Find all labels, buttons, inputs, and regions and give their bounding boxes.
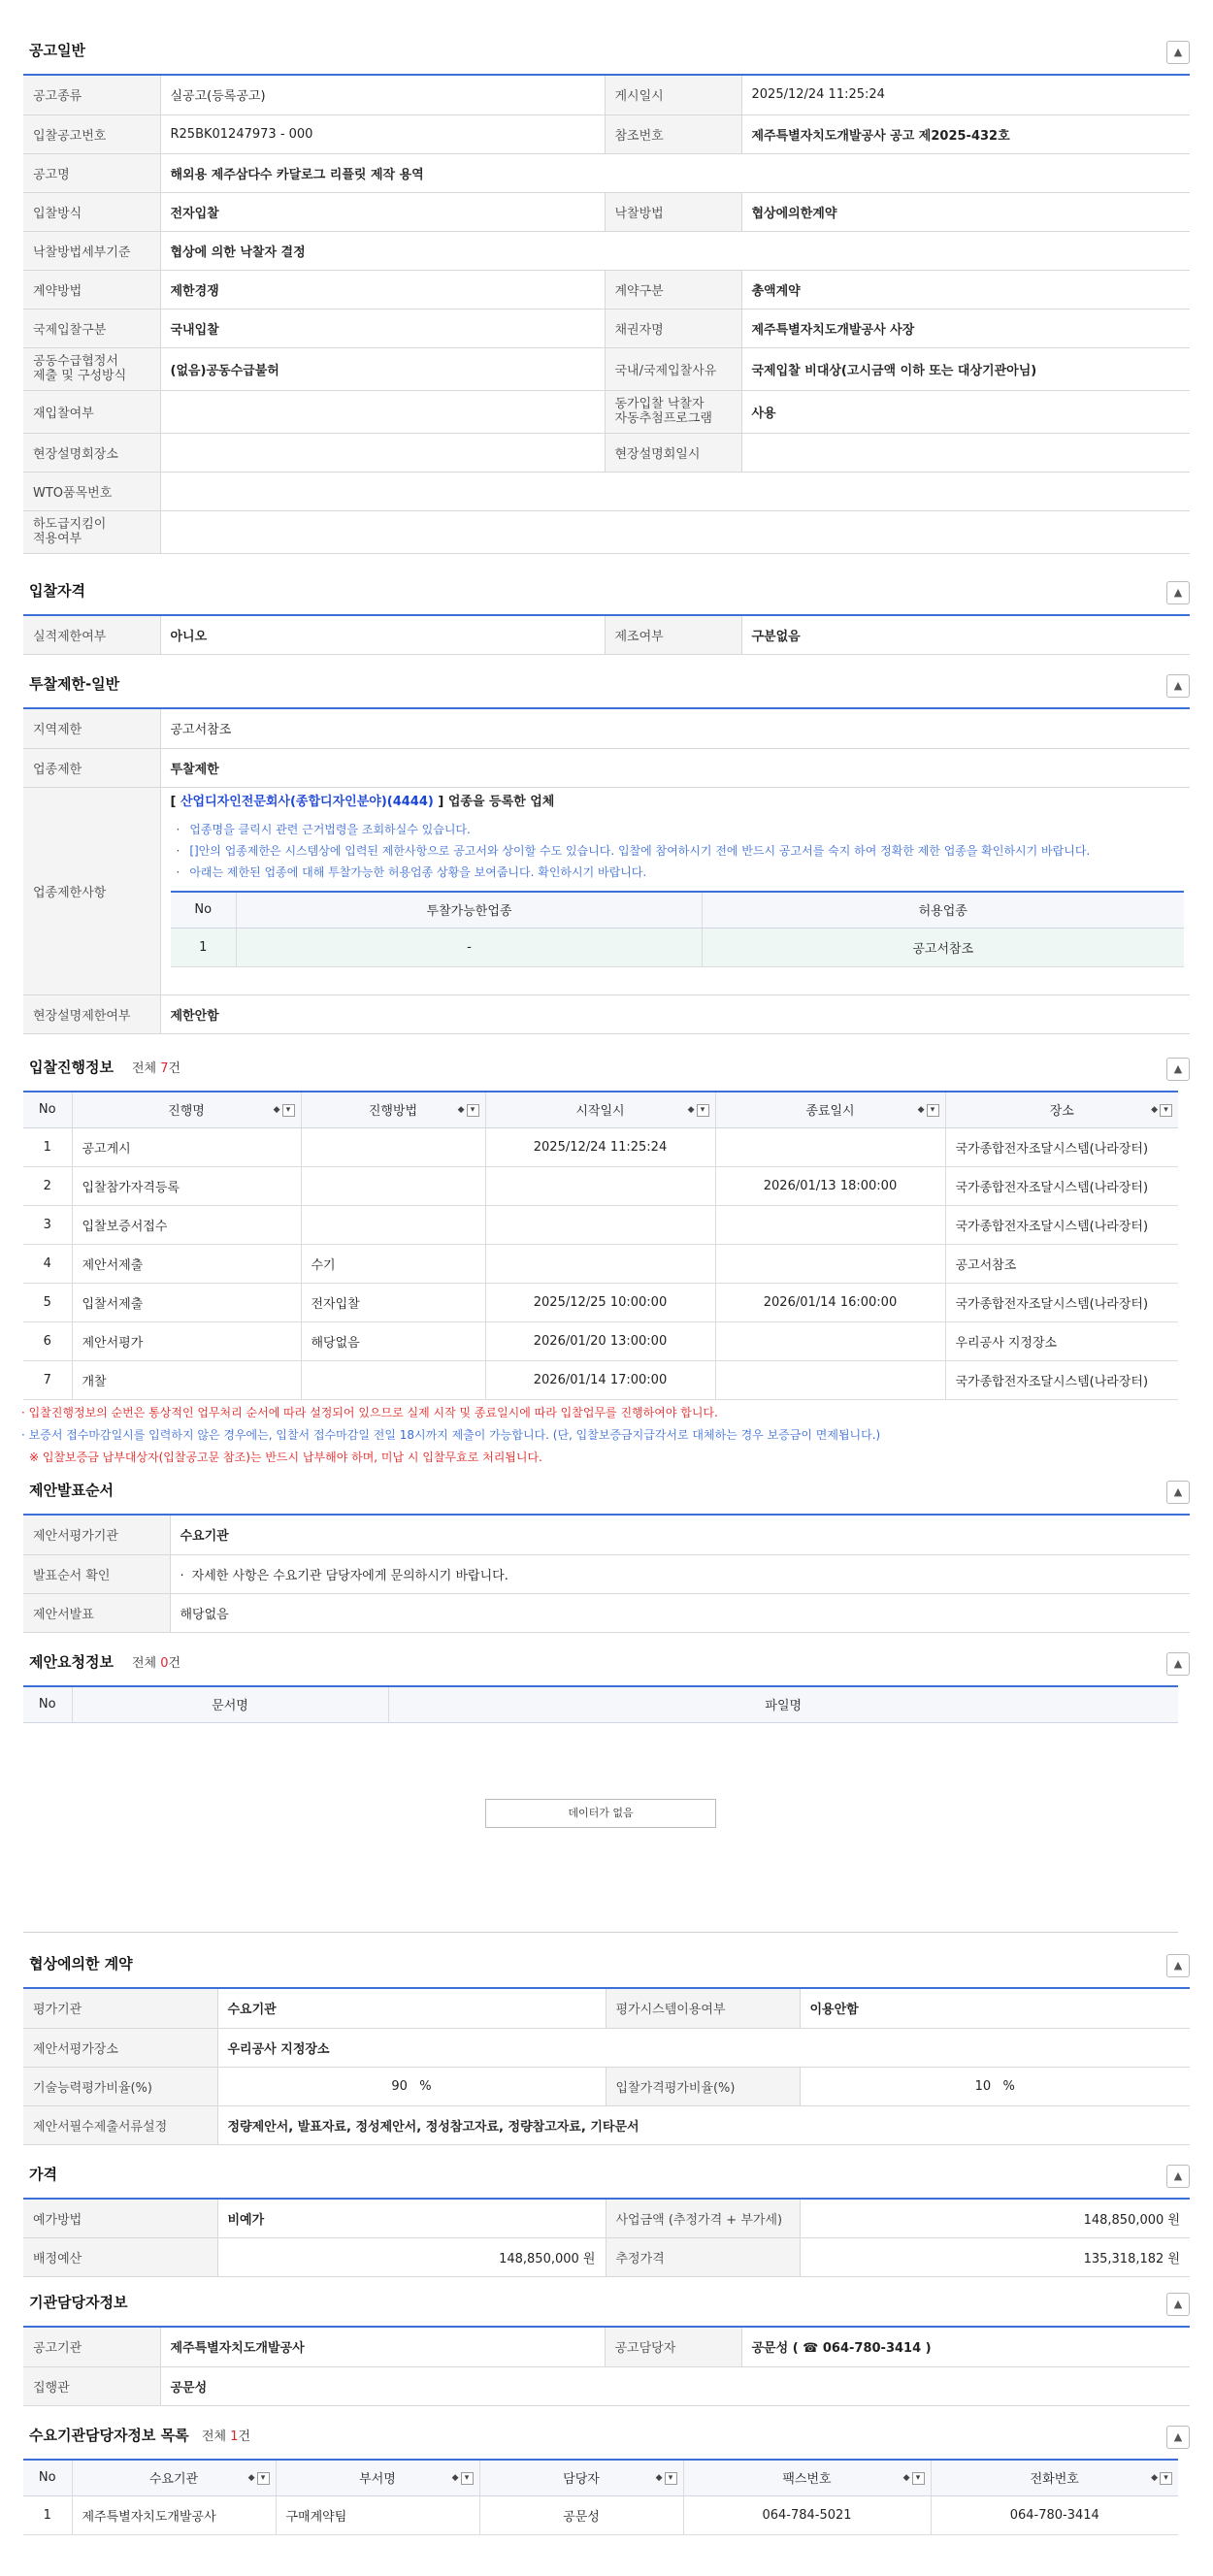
cell: 064-780-3414 — [931, 2496, 1178, 2535]
col-header[interactable] — [72, 1092, 301, 1128]
chevron-up-icon[interactable]: ▲ — [1166, 2426, 1190, 2449]
chevron-up-icon[interactable]: ▲ — [1166, 2293, 1190, 2316]
label: 제안서발표 — [23, 1593, 170, 1632]
label: 공고종류 — [23, 76, 160, 114]
section-title: 협상에의한 계약 — [29, 1955, 133, 1973]
value: 협상에 의한 낙찰자 결정 — [160, 231, 1190, 270]
sort-icon[interactable]: ◆ ▾ — [274, 1104, 295, 1117]
col-header: 투찰가능한업종 — [237, 892, 703, 929]
count-suffix: 건 — [238, 2429, 251, 2444]
label: 계약방법 — [23, 270, 160, 309]
value: 제주특별자치도개발공사 — [160, 2328, 605, 2366]
table-row — [23, 1361, 1178, 1400]
qualification-table — [23, 616, 1190, 656]
value-unit: % — [419, 2078, 432, 2094]
section-title: 제안요청정보 — [29, 1652, 114, 1671]
sort-icon[interactable]: ◆ ▾ — [688, 1104, 709, 1117]
col-header[interactable] — [683, 2460, 931, 2496]
cell: 제주특별자치도개발공사 — [72, 2496, 276, 2535]
section-request-docs-header — [23, 1633, 1190, 1685]
label: 채권자명 — [605, 309, 741, 347]
value — [160, 510, 1190, 553]
section-restriction-header — [23, 655, 1190, 709]
col-header: No — [171, 892, 237, 929]
count-prefix: 전체 — [132, 1655, 161, 1671]
section-title: 가격 — [29, 2165, 57, 2183]
cell: 2026/01/14 17:00:00 — [485, 1361, 715, 1400]
col-header[interactable] — [72, 2460, 276, 2496]
label: 국제입찰구분 — [23, 309, 160, 347]
section-title: 제안발표순서 — [29, 1482, 114, 1499]
label: 현장설명제한여부 — [23, 995, 160, 1033]
label: 게시일시 — [605, 76, 741, 114]
section-title: 공고일반 — [29, 42, 85, 59]
bullet: · — [180, 1568, 184, 1583]
note-red: · 입찰진행정보의 순번은 통상적인 업무처리 순서에 따라 설정되어 있으므로 실제 시작 및 종료일시에 따라 입찰업무를 진행하여야 합니다. — [21, 1406, 718, 1419]
table-row — [23, 1284, 1178, 1322]
label: 공고명 — [23, 153, 160, 192]
sort-icon[interactable]: ◆ ▾ — [1151, 1104, 1172, 1117]
section-demand-contacts-header — [23, 2406, 1190, 2459]
cell: 2025/12/25 10:00:00 — [485, 1284, 715, 1322]
table-row — [23, 1206, 1178, 1245]
col-header[interactable] — [301, 1092, 485, 1128]
note: · 업종명을 클릭시 관련 근거법령을 조회하실수 있습니다. — [177, 819, 1181, 840]
cell — [485, 1167, 715, 1206]
value — [160, 472, 1190, 510]
col-header[interactable] — [276, 2460, 479, 2496]
presentation-table — [23, 1516, 1190, 1633]
col-header-label: 담당자 — [563, 2472, 600, 2488]
col-header[interactable] — [479, 2460, 683, 2496]
col-header: No — [23, 1686, 72, 1723]
cell — [715, 1206, 945, 1245]
sort-icon[interactable]: ◆ ▾ — [452, 2472, 474, 2485]
cell — [715, 1361, 945, 1400]
col-header[interactable] — [715, 1092, 945, 1128]
col-header-label: 장소 — [1049, 1104, 1074, 1120]
value: 국내입찰 — [160, 309, 605, 347]
col-header-label: 전화번호 — [1030, 2472, 1079, 2488]
cell: 2026/01/20 13:00:00 — [485, 1322, 715, 1361]
value: 해외용 제주삼다수 카달로그 리플릿 제작 용역 — [160, 153, 1190, 192]
restriction-line — [171, 794, 1181, 811]
total-count — [202, 2426, 250, 2444]
label: 입찰방식 — [23, 192, 160, 231]
value: 148,850,000 원 — [800, 2200, 1190, 2238]
chevron-up-icon[interactable]: ▲ — [1166, 1954, 1190, 1977]
cell: 해당없음 — [301, 1322, 485, 1361]
general-table — [23, 76, 1190, 554]
section-presentation-header — [23, 1469, 1190, 1516]
value: 148,850,000 원 — [217, 2238, 606, 2277]
col-header[interactable] — [931, 2460, 1178, 2496]
cell: 제안서평가 — [72, 1322, 301, 1361]
value: 비예가 — [217, 2200, 606, 2238]
cell — [715, 1245, 945, 1284]
value — [800, 2067, 1190, 2105]
cell: 064-784-5021 — [683, 2496, 931, 2535]
col-header-label: 시작일시 — [575, 1104, 625, 1120]
table-row — [23, 1245, 1178, 1284]
count-suffix: 건 — [168, 1060, 181, 1076]
sort-icon[interactable]: ◆ ▾ — [656, 2472, 677, 2485]
cell: 입찰보증서접수 — [72, 1206, 301, 1245]
label: 계약구분 — [605, 270, 741, 309]
count-prefix: 전체 — [202, 2429, 231, 2444]
cell: 5 — [23, 1284, 72, 1322]
cell — [301, 1167, 485, 1206]
label — [605, 390, 741, 433]
value: 투찰제한 — [160, 748, 1190, 787]
col-header[interactable] — [945, 1092, 1178, 1128]
label: 참조번호 — [605, 114, 741, 153]
demand-contacts-table — [23, 2459, 1178, 2536]
col-header: 파일명 — [388, 1686, 1178, 1723]
count-number: 1 — [230, 2429, 239, 2444]
label: 제안서평가장소 — [23, 2028, 217, 2067]
section-title: 입찰자격 — [29, 581, 85, 600]
value: R25BK01247973 - 000 — [160, 114, 605, 153]
label: 지역제한 — [23, 709, 160, 748]
label: 발표순서 확인 — [23, 1554, 170, 1593]
cell — [485, 1245, 715, 1284]
value: 아니오 — [160, 616, 605, 655]
value — [741, 433, 1190, 472]
label: 업종제한 — [23, 748, 160, 787]
label: 기술능력평가비율(%) — [23, 2067, 217, 2105]
value: 공문성 ( ☎ 064-780-3414 ) — [741, 2328, 1190, 2366]
chevron-up-icon[interactable]: ▲ — [1166, 1058, 1190, 1081]
label: 입찰가격평가비율(%) — [606, 2067, 800, 2105]
value: 제주특별자치도개발공사 공고 제2025-432호 — [741, 114, 1190, 153]
value-unit: % — [1002, 2078, 1015, 2094]
cell — [301, 1361, 485, 1400]
cell: 공고게시 — [72, 1128, 301, 1167]
cell — [301, 1206, 485, 1245]
cell: 국가종합전자조달시스템(나라장터) — [945, 1361, 1178, 1400]
chevron-up-icon[interactable]: ▲ — [1166, 674, 1190, 698]
col-header-label: 팩스번호 — [782, 2472, 832, 2488]
cell: 국가종합전자조달시스템(나라장터) — [945, 1284, 1178, 1322]
note: · 아래는 제한된 업종에 대해 투찰가능한 허용업종 상황을 보여줍니다. 확인하시기 바랍니다. — [177, 862, 1181, 883]
value: 공고서참조 — [160, 709, 1190, 748]
notes-list — [177, 819, 1181, 883]
label-line: 공동수급협정서 — [33, 354, 118, 369]
count-number: 0 — [160, 1655, 169, 1671]
value: 실공고(등록공고) — [160, 76, 605, 114]
col-header[interactable] — [485, 1092, 715, 1128]
section-progress-header — [23, 1034, 1190, 1091]
progress-table — [23, 1091, 1178, 1401]
label — [23, 347, 160, 390]
value: 국제입찰 비대상(고시금액 이하 또는 대상기관아님) — [741, 347, 1190, 390]
count-suffix: 건 — [168, 1655, 181, 1671]
value: 협상에의한계약 — [741, 192, 1190, 231]
section-title: 기관담당자정보 — [29, 2294, 128, 2311]
cell: 2026/01/14 16:00:00 — [715, 1284, 945, 1322]
label: 예가방법 — [23, 2200, 217, 2238]
count-prefix: 전체 — [132, 1060, 161, 1076]
section-title: 투찰제한-일반 — [29, 675, 120, 693]
cell: 입찰참가자격등록 — [72, 1167, 301, 1206]
section-title: 입찰진행정보 — [29, 1058, 114, 1076]
col-header-label: 종료일시 — [805, 1104, 855, 1120]
section-general-header — [23, 0, 1190, 76]
cell — [715, 1128, 945, 1167]
cell: 공문성 — [479, 2496, 683, 2535]
label-line: 제출 및 구성방식 — [33, 369, 127, 383]
label: 집행관 — [23, 2366, 160, 2405]
price-table — [23, 2200, 1190, 2278]
value: 공문성 — [160, 2366, 1190, 2405]
label: 현장설명회일시 — [605, 433, 741, 472]
label: 재입찰여부 — [23, 390, 160, 433]
value: 우리공사 지정장소 — [217, 2028, 1190, 2067]
sort-icon[interactable]: ◆ ▾ — [248, 2472, 270, 2485]
cell — [485, 1206, 715, 1245]
value: 제한경쟁 — [160, 270, 605, 309]
label: 낙찰방법 — [605, 192, 741, 231]
label: 추정가격 — [606, 2238, 800, 2277]
col-header: 허용업종 — [703, 892, 1184, 929]
value: 제주특별자치도개발공사 사장 — [741, 309, 1190, 347]
col-header: 문서명 — [72, 1686, 388, 1723]
label: 제안서필수제출서류설정 — [23, 2105, 217, 2144]
industry-link[interactable]: 산업디자인전문회사(종합디자인분야)(4444) — [180, 794, 434, 809]
no-data-indicator: 데이터가 없음 — [485, 1799, 716, 1828]
value-number: 10 — [974, 2078, 992, 2094]
cell: 6 — [23, 1322, 72, 1361]
cell: 구매계약팀 — [276, 2496, 479, 2535]
suffix: ] 업종을 등록한 업체 — [433, 794, 555, 809]
label-line: 동가입찰 낙찰자 — [614, 397, 705, 411]
value-text: 자세한 사항은 수요기관 담당자에게 문의하시기 바랍니다. — [191, 1568, 508, 1583]
label: 국내/국제입찰사유 — [605, 347, 741, 390]
cell — [301, 1128, 485, 1167]
request-docs-table — [23, 1685, 1178, 1724]
value — [160, 390, 605, 433]
table-row — [23, 1167, 1178, 1206]
label: 현장설명회장소 — [23, 433, 160, 472]
cell: 국가종합전자조달시스템(나라장터) — [945, 1206, 1178, 1245]
restriction-detail — [160, 787, 1190, 995]
cell: 공고서참조 — [703, 929, 1184, 967]
section-negotiation-header — [23, 1933, 1190, 1989]
label: 제조여부 — [605, 616, 741, 655]
allowed-industry-table — [171, 891, 1184, 968]
total-count — [132, 1652, 180, 1671]
label: 평가시스템이용여부 — [606, 1989, 800, 2028]
table-row — [23, 1322, 1178, 1361]
col-header: No — [23, 1092, 72, 1128]
chevron-up-icon[interactable]: ▲ — [1166, 581, 1190, 604]
cell: 수기 — [301, 1245, 485, 1284]
value-number: 90 — [391, 2078, 408, 2094]
cell: 우리공사 지정장소 — [945, 1322, 1178, 1361]
cell — [715, 1322, 945, 1361]
cell: 1 — [23, 2496, 72, 2535]
cell: 2025/12/24 11:25:24 — [485, 1128, 715, 1167]
value: 구분없음 — [741, 616, 1190, 655]
label — [23, 510, 160, 553]
section-qualification-header — [23, 554, 1190, 616]
cell: 공고서참조 — [945, 1245, 1178, 1284]
label: 공고담당자 — [605, 2328, 741, 2366]
value: 수요기관 — [170, 1516, 1190, 1554]
value — [160, 433, 605, 472]
label: 배정예산 — [23, 2238, 217, 2277]
cell: 국가종합전자조달시스템(나라장터) — [945, 1167, 1178, 1206]
label-line: 자동추첨프로그램 — [614, 411, 712, 426]
chevron-up-icon[interactable]: ▲ — [1166, 1652, 1190, 1676]
restriction-table — [23, 709, 1190, 1034]
cell: 1 — [23, 1128, 72, 1167]
value: 수요기관 — [217, 1989, 606, 2028]
note-blue: · 보증서 접수마감일시를 입력하지 않은 경우에는, 입찰서 접수마감일 전일 18시까지 제출이 가능합니다. (단, 입찰보증금지급각서로 대체하는 경우 보증금이 면제됩니다.) — [21, 1428, 881, 1442]
label-line: 적용여부 — [33, 532, 82, 546]
cell: - — [237, 929, 703, 967]
contact-table — [23, 2328, 1190, 2406]
col-header-label: 진행명 — [168, 1104, 205, 1120]
table-row — [23, 2496, 1178, 2535]
value: 사용 — [741, 390, 1190, 433]
cell: 1 — [171, 929, 237, 967]
label: 낙찰방법세부기준 — [23, 231, 160, 270]
section-contact-header — [23, 2277, 1190, 2328]
note: · []안의 업종제한은 시스템상에 입력된 제한사항으로 공고서와 상이할 수도 있습니다. 입찰에 참여하시기 전에 반드시 공고서를 숙지 하여 정확한 제한 업종을 확인하시기 바랍니다. — [177, 840, 1181, 862]
cell: 전자입찰 — [301, 1284, 485, 1322]
value — [217, 2067, 606, 2105]
cell: 입찰서제출 — [72, 1284, 301, 1322]
label: 업종제한사항 — [23, 787, 160, 995]
label: 공고기관 — [23, 2328, 160, 2366]
col-header-label: 부서명 — [359, 2472, 396, 2488]
sort-icon[interactable]: ◆ ▾ — [1151, 2472, 1172, 2485]
table-row — [23, 1128, 1178, 1167]
label: 제안서평가기관 — [23, 1516, 170, 1554]
empty-area — [23, 1723, 1178, 1933]
value: 해당없음 — [170, 1593, 1190, 1632]
cell: 2026/01/13 18:00:00 — [715, 1167, 945, 1206]
cell: 제안서제출 — [72, 1245, 301, 1284]
cell: 3 — [23, 1206, 72, 1245]
cell: 개찰 — [72, 1361, 301, 1400]
value: 제한안함 — [160, 995, 1190, 1033]
chevron-up-icon[interactable]: ▲ — [1166, 41, 1190, 64]
value: 총액계약 — [741, 270, 1190, 309]
bracket: [ — [170, 794, 180, 809]
label-line: 하도급지킴이 — [33, 517, 107, 532]
chevron-up-icon[interactable]: ▲ — [1166, 2165, 1190, 2188]
section-title: 수요기관담당자정보 목록 — [29, 2426, 189, 2444]
chevron-up-icon[interactable]: ▲ — [1166, 1481, 1190, 1504]
cell: 4 — [23, 1245, 72, 1284]
sort-icon[interactable]: ◆ ▾ — [918, 1104, 939, 1117]
col-header-label: 수요기관 — [148, 2472, 199, 2488]
value — [170, 1554, 1190, 1593]
label: WTO품목번호 — [23, 472, 160, 510]
label: 입찰공고번호 — [23, 114, 160, 153]
value: 135,318,182 원 — [800, 2238, 1190, 2277]
label: 평가기관 — [23, 1989, 217, 2028]
value: 2025/12/24 11:25:24 — [741, 76, 1190, 114]
value: 정량제안서, 발표자료, 정성제안서, 정성참고자료, 정량참고자료, 기타문서 — [217, 2105, 1190, 2144]
cell: 7 — [23, 1361, 72, 1400]
sort-icon[interactable]: ◆ ▾ — [903, 2472, 925, 2485]
progress-notes — [21, 1402, 1190, 1469]
total-count — [132, 1058, 180, 1076]
negotiation-table — [23, 1989, 1190, 2145]
value: (없음)공동수급불허 — [160, 347, 605, 390]
label: 사업금액 (추정가격 + 부가세) — [606, 2200, 800, 2238]
value: 이용안함 — [800, 1989, 1190, 2028]
cell: 국가종합전자조달시스템(나라장터) — [945, 1128, 1178, 1167]
note-red: ※ 입찰보증금 납부대상자(입찰공고문 참조)는 반드시 납부해야 하며, 미납 시 입찰무효로 처리됩니다. — [29, 1451, 542, 1464]
count-number: 7 — [160, 1060, 169, 1076]
section-price-header — [23, 2145, 1190, 2200]
value: 전자입찰 — [160, 192, 605, 231]
cell: 2 — [23, 1167, 72, 1206]
col-header: No — [23, 2460, 72, 2496]
label: 실적제한여부 — [23, 616, 160, 655]
sort-icon[interactable]: ◆ ▾ — [458, 1104, 479, 1117]
col-header-label: 진행방법 — [368, 1104, 418, 1120]
